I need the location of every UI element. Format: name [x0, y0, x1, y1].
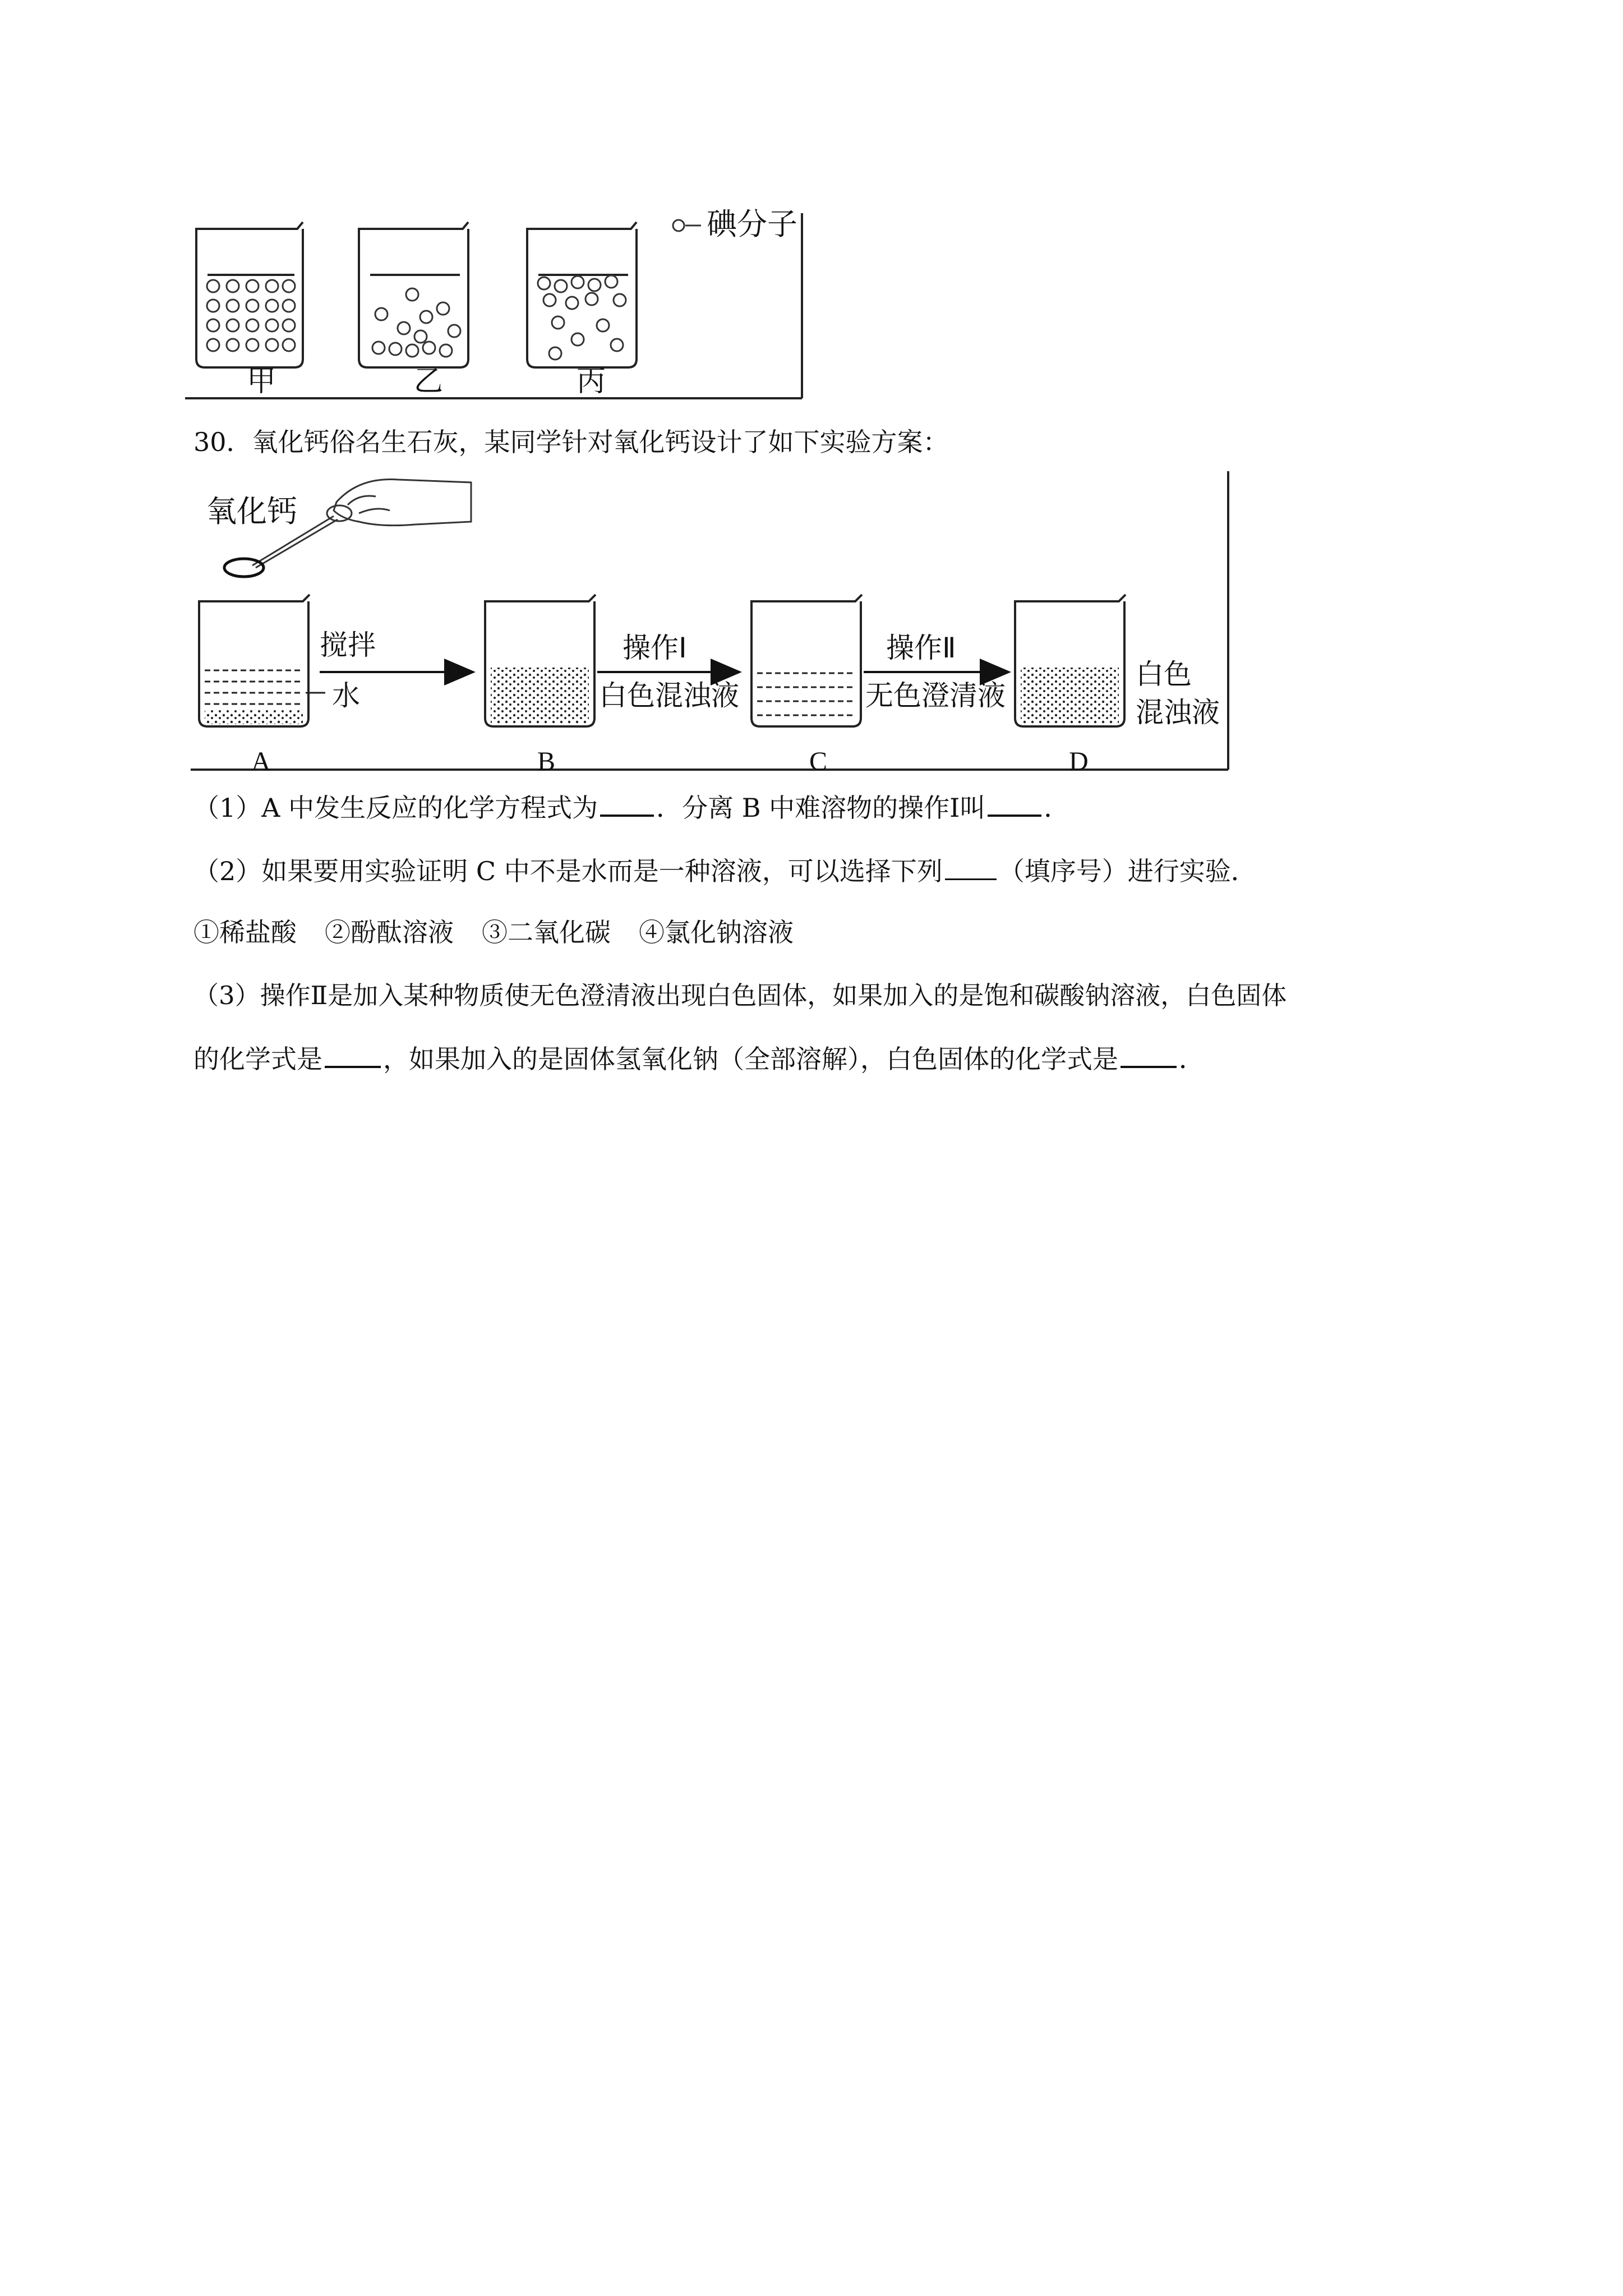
answer-blank-operation-1[interactable]	[988, 792, 1041, 817]
part-3-text-a: 的化学式是	[193, 1044, 322, 1074]
option-2: ②酚酞溶液	[325, 917, 454, 947]
question-30-intro: 30．氧化钙俗名生石灰，某同学针对氧化钙设计了如下实验方案：	[193, 427, 949, 457]
beaker-label-a: A	[251, 747, 271, 776]
calcium-oxide-experiment-figure	[191, 471, 1234, 774]
arrow-label-stir: 搅拌	[320, 629, 376, 661]
beaker-label-jia: 甲	[247, 365, 276, 398]
part-2-text-a: （2）如果要用实验证明 C 中不是水而是一种溶液，可以选择下列	[193, 856, 943, 886]
question-30-part-1	[193, 791, 1069, 825]
label-colorless-clear-liquid: 无色澄清液	[865, 679, 1006, 712]
iodine-legend-label: 碘分子	[707, 206, 797, 242]
answer-blank-option-choice[interactable]	[945, 856, 997, 880]
option-1: ①稀盐酸	[193, 917, 297, 947]
part-1-text-c: ．	[1044, 793, 1070, 823]
beaker-label-yi: 乙	[414, 365, 444, 398]
arrow-label-operation-1: 操作Ⅰ	[623, 632, 687, 664]
label-turbid-liquid: 混浊液	[1136, 696, 1220, 729]
part-2-text-b: （填序号）进行实验．	[998, 856, 1257, 886]
part-3-text-c: ．	[1179, 1044, 1205, 1074]
question-30-part-2	[193, 854, 1257, 888]
label-white: 白色	[1136, 658, 1192, 691]
beaker-label-d: D	[1069, 747, 1089, 776]
option-4: ④氯化钠溶液	[639, 917, 794, 947]
arrow-label-operation-2: 操作Ⅱ	[886, 632, 956, 664]
answer-blank-white-solid-2[interactable]	[1121, 1043, 1177, 1068]
question-30-options	[193, 915, 794, 949]
reagent-label-calcium-oxide: 氧化钙	[206, 494, 297, 529]
label-white-turbid-liquid: 白色混浊液	[599, 679, 739, 712]
part-1-text-a: （1）A 中发生反应的化学方程式为	[193, 793, 598, 823]
part-3-text-b: ，如果加入的是固体氢氧化钠（全部溶解），白色固体的化学式是	[383, 1044, 1118, 1074]
beaker-label-b: B	[537, 747, 556, 776]
beaker-label-c: C	[809, 747, 828, 776]
question-30-part-3-line-1: （3）操作Ⅱ是加入某种物质使无色澄清液出现白色固体，如果加入的是饱和碳酸钠溶液，白色固体	[193, 981, 1287, 1010]
beaker-label-bing: 丙	[577, 365, 606, 398]
answer-blank-white-solid-1[interactable]	[325, 1043, 381, 1068]
option-3: ③二氧化碳	[482, 917, 611, 947]
answer-blank-equation[interactable]	[600, 792, 654, 817]
part-1-text-b: ．分离 B 中难溶物的操作Ⅰ叫	[656, 793, 986, 823]
label-water: 水	[332, 679, 360, 712]
question-30-part-3-line-2	[193, 1042, 1205, 1076]
